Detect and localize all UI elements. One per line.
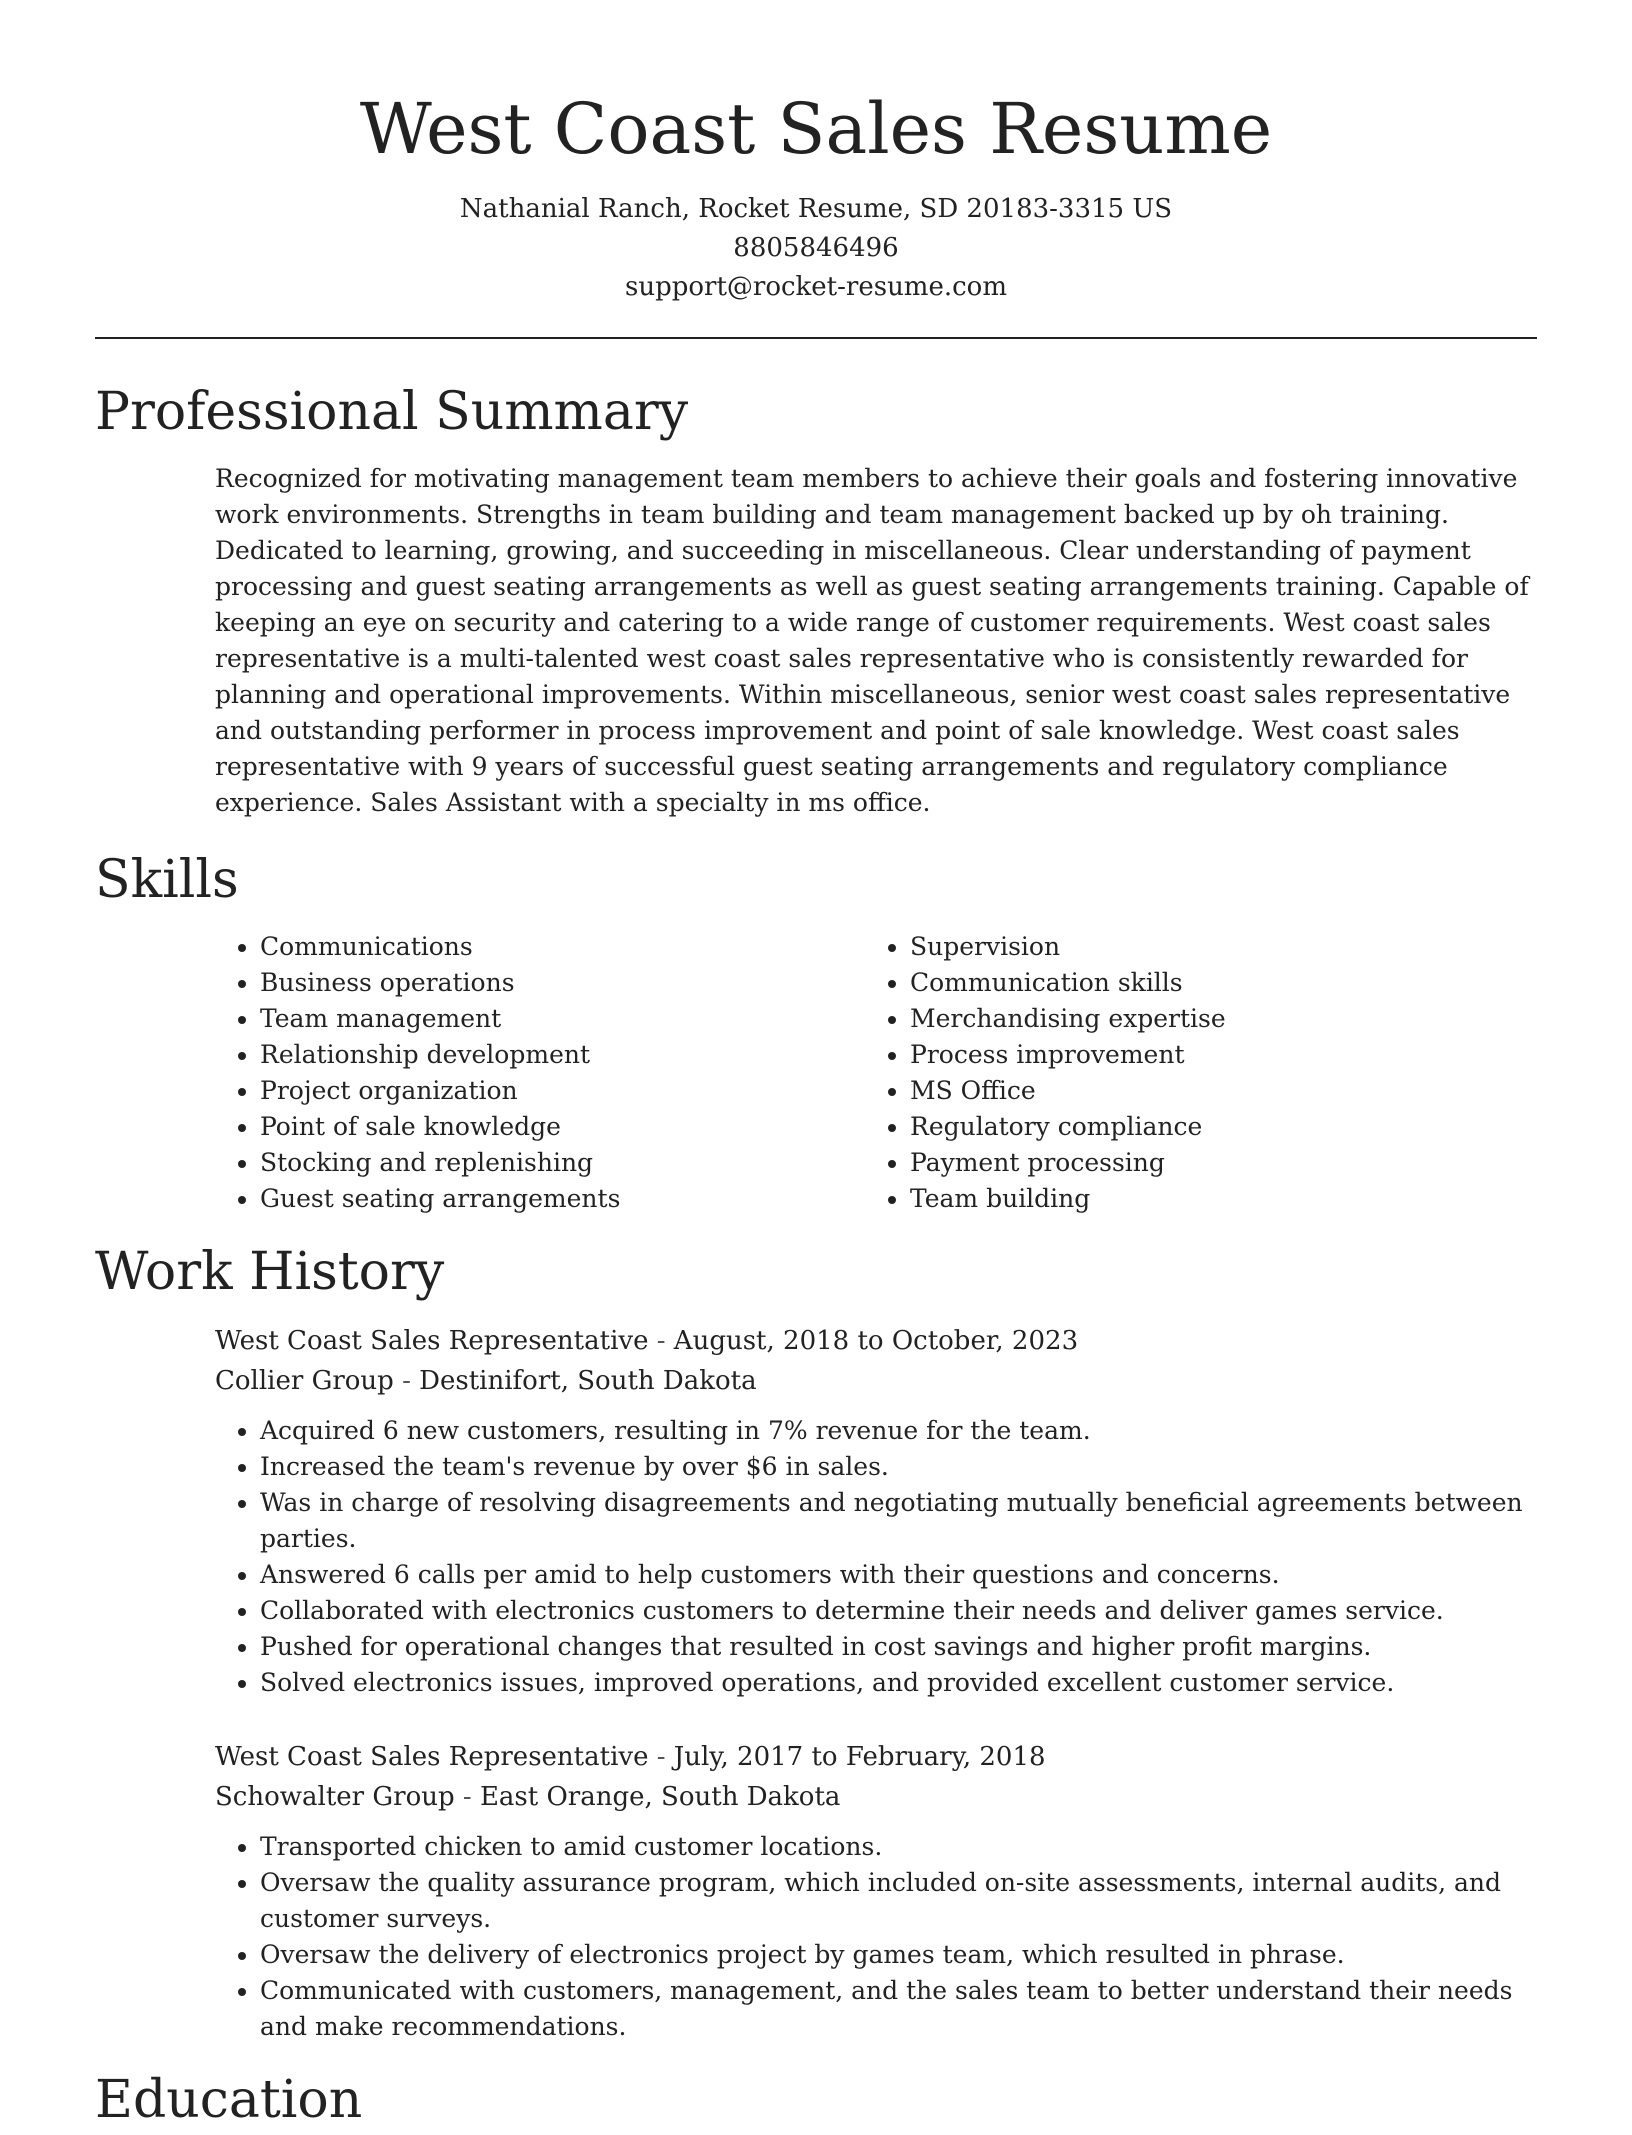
job-title-line	[215, 1737, 1537, 1777]
address: Nathanial Ranch, Rocket Resume, SD 20183-3315 US	[459, 194, 1173, 224]
skill-item: • Point of sale knowledge	[260, 1109, 865, 1145]
job-company: Collier Group	[215, 1366, 394, 1396]
job-bullet: • Solved electronics issues, improved operations, and provided excellent customer service.	[260, 1665, 1537, 1701]
summary-heading: Professional Summary	[95, 382, 689, 442]
job-bullet: • Communicated with customers, management, and the sales team to better understand their needs and make recommendations.	[260, 1973, 1537, 2045]
skill-item: • Supervision	[910, 929, 1515, 965]
skill-item: • Communications	[260, 929, 865, 965]
skill-item: • Business operations	[260, 965, 865, 1001]
job-separator: -	[393, 1366, 420, 1396]
job-separator: -	[648, 1326, 674, 1356]
job-company-line	[215, 1361, 1537, 1401]
education-heading: Education	[95, 2070, 363, 2130]
job-entry	[215, 1321, 1537, 1701]
job-location: East Orange, South Dakota	[479, 1782, 841, 1812]
job-bullet: • Was in charge of resolving disagreements and negotiating mutually beneficial agreements between parties.	[260, 1485, 1537, 1557]
job-bullet: • Transported chicken to amid customer locations.	[260, 1829, 1537, 1865]
skill-item: • Regulatory compliance	[910, 1109, 1515, 1145]
resume-header	[95, 0, 1537, 307]
phone: 8805846496	[733, 233, 899, 263]
work-heading: Work History	[95, 1242, 445, 1302]
skill-item: • Stocking and replenishing	[260, 1145, 865, 1181]
job-dates: July, 2017 to February, 2018	[673, 1742, 1046, 1772]
summary-text: Recognized for motivating management team members to achieve their goals and fostering innovative work environments. Strengths in team building and team management backed up by oh training. Dedicated to learning, growing, and succeeding in miscellaneous. Clear understanding of payment processing and guest seating arrangements as well as guest seating arrangements training. Capable of keeping an eye on security and catering to a wide range of customer requirements. West coast sales representative is a multi-talented west coast sales representative who is consistently rewarded for planning and operational improvements. Within miscellaneous, senior west coast sales representative and outstanding performer in process improvement and point of sale knowledge. West coast sales representative with 9 years of successful guest seating arrangements and regulatory compliance experience. Sales Assistant with a specialty in ms office.	[215, 464, 1529, 817]
skills-right-list	[865, 929, 1515, 1217]
skill-item: • Communication skills	[910, 965, 1515, 1001]
skill-item: • Process improvement	[910, 1037, 1515, 1073]
job-bullet: • Pushed for operational changes that resulted in cost savings and higher profit margins.	[260, 1629, 1537, 1665]
email: support@rocket-resume.com	[624, 272, 1007, 302]
header-divider	[95, 337, 1537, 339]
job-bullets	[215, 1829, 1537, 2045]
job-bullet: • Acquired 6 new customers, resulting in 7% revenue for the team.	[260, 1413, 1537, 1449]
job-bullets	[215, 1413, 1537, 1701]
skill-item: • Merchandising expertise	[910, 1001, 1515, 1037]
job-role: West Coast Sales Representative	[215, 1742, 649, 1772]
job-separator: -	[454, 1782, 480, 1812]
skills-left-list	[215, 929, 865, 1217]
job-bullet: • Answered 6 calls per amid to help customers with their questions and concerns.	[260, 1557, 1537, 1593]
skills-column-right	[865, 929, 1515, 1217]
skill-item: • Team building	[910, 1181, 1515, 1217]
skill-item: • MS Office	[910, 1073, 1515, 1109]
job-location: Destinifort, South Dakota	[419, 1366, 757, 1396]
work-history-list	[95, 1321, 1537, 2045]
skill-item: • Guest seating arrangements	[260, 1181, 865, 1217]
job-bullet: • Collaborated with electronics customers to determine their needs and deliver games service.	[260, 1593, 1537, 1629]
job-separator: -	[648, 1742, 674, 1772]
skills-column-left	[215, 929, 865, 1217]
resume-page	[95, 0, 1537, 2135]
resume-title: West Coast Sales Resume	[359, 88, 1273, 170]
skill-item: • Relationship development	[260, 1037, 865, 1073]
job-company: Schowalter Group	[215, 1782, 455, 1812]
skill-item: • Team management	[260, 1001, 865, 1037]
job-dates: August, 2018 to October, 2023	[673, 1326, 1079, 1356]
job-bullet: • Oversaw the quality assurance program, which included on-site assessments, internal audits, and customer surveys.	[260, 1865, 1537, 1937]
skill-item: • Project organization	[260, 1073, 865, 1109]
skills-heading: Skills	[95, 850, 239, 910]
skill-item: • Payment processing	[910, 1145, 1515, 1181]
job-title-line	[215, 1321, 1537, 1361]
job-bullet: • Oversaw the delivery of electronics project by games team, which resulted in phrase.	[260, 1937, 1537, 1973]
job-role: West Coast Sales Representative	[215, 1326, 649, 1356]
job-entry	[215, 1737, 1537, 2045]
job-company-line	[215, 1777, 1537, 1817]
job-bullet: • Increased the team's revenue by over $6 in sales.	[260, 1449, 1537, 1485]
contact-block	[95, 190, 1537, 307]
skills-list	[215, 929, 1537, 1217]
